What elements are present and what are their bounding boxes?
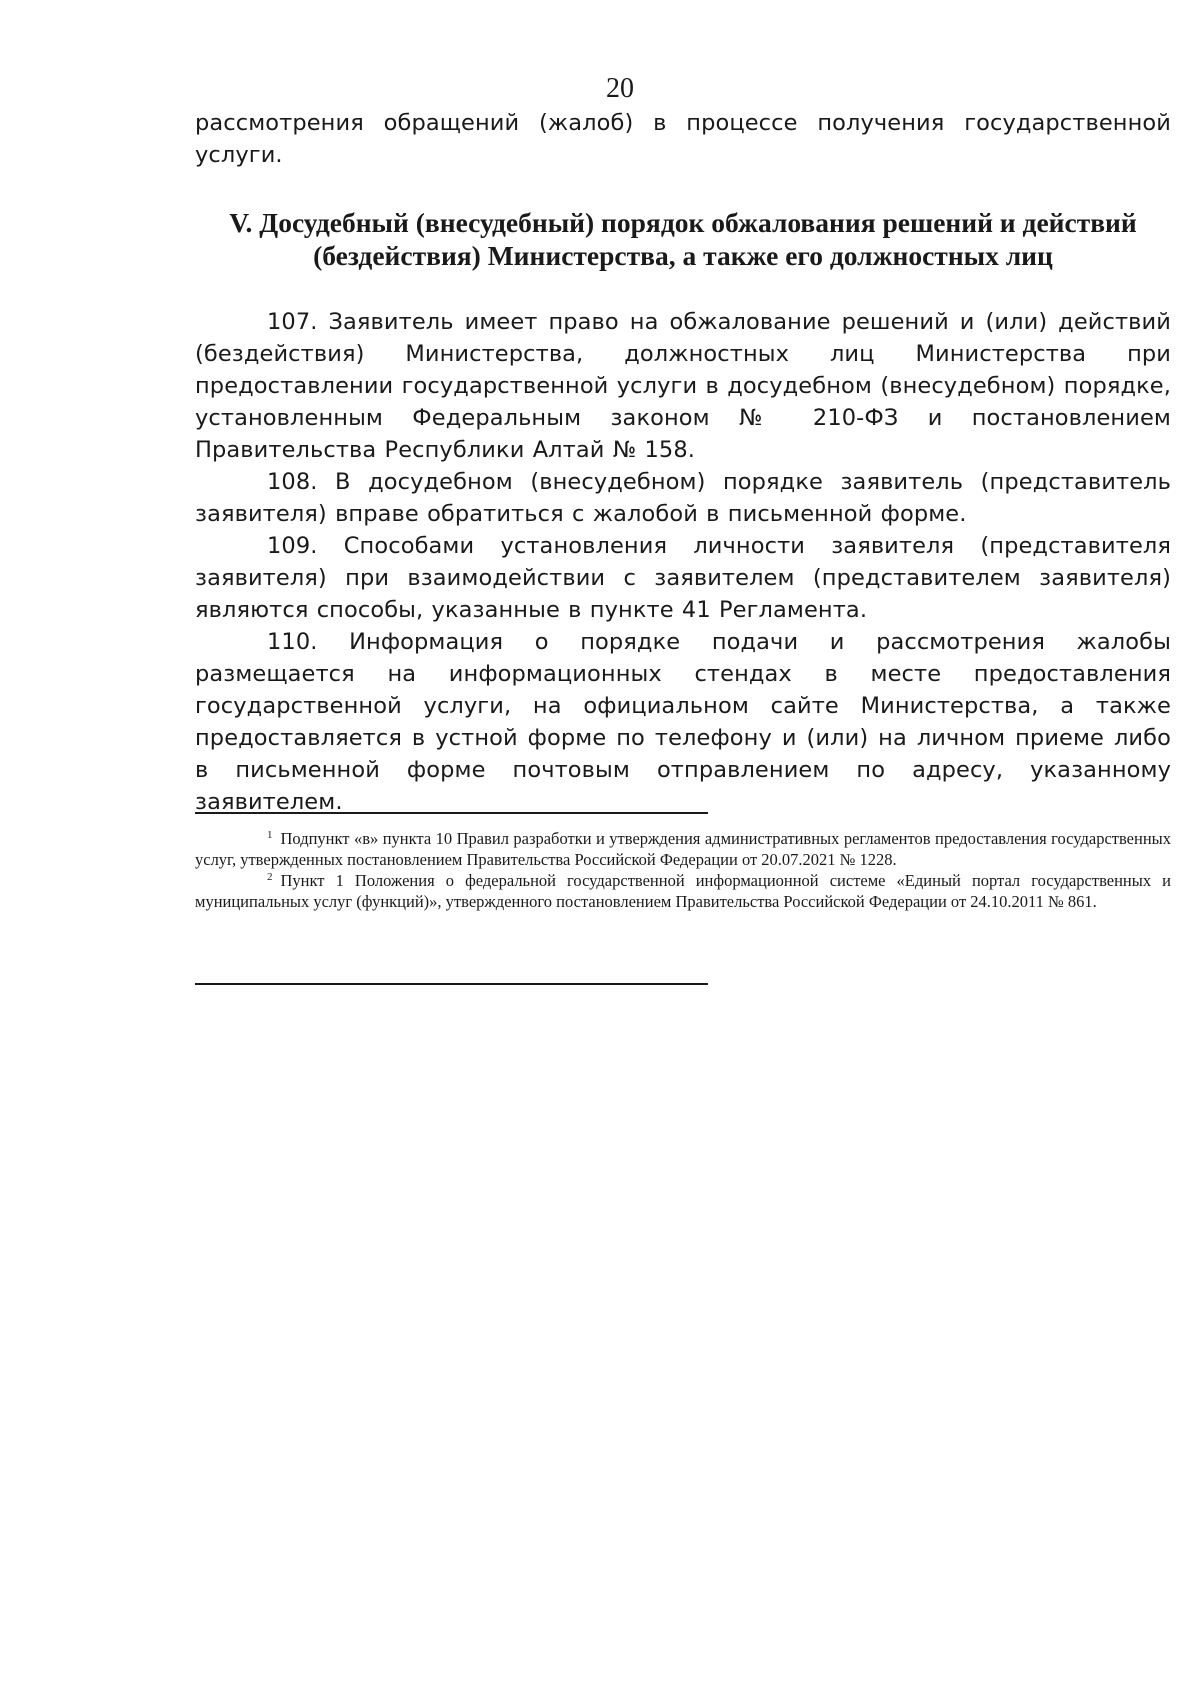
footnotes	[195, 828, 1171, 912]
footnote-separator	[195, 812, 708, 814]
section-heading-line-1: V. Досудебный (внесудебный) порядок обжалования решений и действий	[229, 207, 1137, 238]
paragraph-107: 107. Заявитель имеет право на обжалование решений и (или) действий (бездействия) Министерства, должностных лиц Министерства при предоставлении государственной услуги в досудебном (внесудебном) порядке, установленным Федеральным законом № 210-ФЗ и постановлением Правительства Республики Алтай № 158.	[195, 309, 1171, 463]
footnote-2-mark: 2	[267, 870, 273, 883]
section-heading	[195, 206, 1171, 272]
continuation-paragraph: рассмотрения обращений (жалоб) в процессе получения государственной услуги.	[195, 110, 1171, 168]
section-body	[195, 306, 1171, 818]
footnote-2	[195, 870, 1171, 912]
paragraph-110: 110. Информация о порядке подачи и рассмотрения жалобы размещается на информационных стендах в месте предоставления государственной услуги, на официальном сайте Министерства, а также предоставляется в устной форме по телефону и (или) на личном приеме либо в письменной форме почтовым отправлением по адресу, указанному заявителем.	[195, 629, 1171, 815]
paragraph-109: 109. Способами установления личности заявителя (представителя заявителя) при взаимодействии с заявителем (представителем заявителя) являются способы, указанные в пункте 41 Регламента.	[195, 533, 1171, 623]
footnotes-end-separator	[195, 983, 708, 985]
paragraph-108: 108. В досудебном (внесудебном) порядке заявитель (представитель заявителя) вправе обратиться с жалобой в письменной форме.	[195, 469, 1171, 527]
section-heading-line-2: (бездействия) Министерства, а также его должностных лиц	[313, 240, 1053, 271]
page-number: 20	[606, 73, 634, 104]
footnote-1-text: Подпункт «в» пункта 10 Правил разработки и утверждения административных регламентов предоставления государственных услуг, утвержденных постановлением Правительства Российской Федерации от 20.07.2021 № 1228.	[195, 829, 1171, 869]
footnote-1-mark: 1	[267, 828, 273, 841]
footnote-1	[195, 828, 1171, 870]
footnote-2-text: Пункт 1 Положения о федеральной государственной информационной системе «Единый портал государственных и муниципальных услуг (функций)», утвержденного постановлением Правительства Российской Федерации от 24.10.2011 № 861.	[195, 871, 1171, 911]
